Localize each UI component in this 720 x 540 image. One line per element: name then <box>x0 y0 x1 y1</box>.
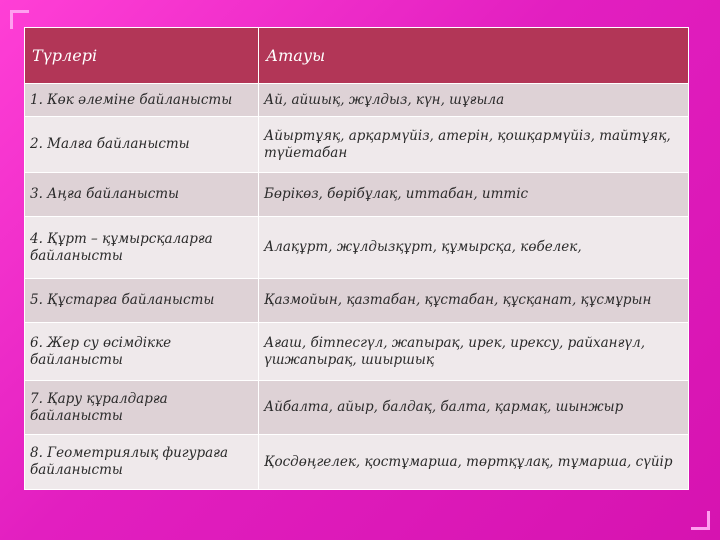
table-row <box>25 217 689 279</box>
row-type: 5. Құстарға байланысты <box>25 279 259 323</box>
table-row <box>25 435 689 490</box>
table-row <box>25 173 689 217</box>
row-type: 6. Жер су өсімдікке байланысты <box>25 323 259 381</box>
table-row <box>25 323 689 381</box>
table-row <box>25 279 689 323</box>
row-type: 8. Геометриялық фигураға байланысты <box>25 435 259 490</box>
header-types: Түрлері <box>25 28 259 84</box>
row-names: Қазмойын, қазтабан, құстабан, құсқанат, құсмұрын <box>259 279 689 323</box>
row-type: 7. Қару құралдарға байланысты <box>25 381 259 435</box>
row-names: Алақұрт, жұлдызқұрт, құмырсқа, көбелек, <box>259 217 689 279</box>
table-header-row <box>25 28 689 84</box>
row-type: 4. Құрт – құмырсқаларға байланысты <box>25 217 259 279</box>
row-type: 1. Көк әлеміне байланысты <box>25 84 259 117</box>
row-names: Бөрікөз, бөрібұлақ, иттабан, иттіс <box>259 173 689 217</box>
row-names: Ай, айшық, жұлдыз, күн, шұғыла <box>259 84 689 117</box>
row-type: 3. Аңға байланысты <box>25 173 259 217</box>
row-names: Айбалта, айыр, балдақ, балта, қармақ, шынжыр <box>259 381 689 435</box>
corner-bracket-bottom-right <box>691 511 710 530</box>
table-row <box>25 117 689 173</box>
table-row <box>25 84 689 117</box>
row-type: 2. Малға байланысты <box>25 117 259 173</box>
row-names: Айыртұяқ, арқармүйіз, атерін, қошқармүйіз, тайтұяқ, түйетабан <box>259 117 689 173</box>
row-names: Қосдөңгелек, қостұмарша, төртқұлақ, тұмарша, сүйір <box>259 435 689 490</box>
table-row <box>25 381 689 435</box>
header-names: Атауы <box>259 28 689 84</box>
row-names: Ағаш, бітпесгүл, жапырақ, ирек, ирексу, райханғүл, үшжапырақ, шиыршық <box>259 323 689 381</box>
ornament-types-table <box>24 27 689 490</box>
